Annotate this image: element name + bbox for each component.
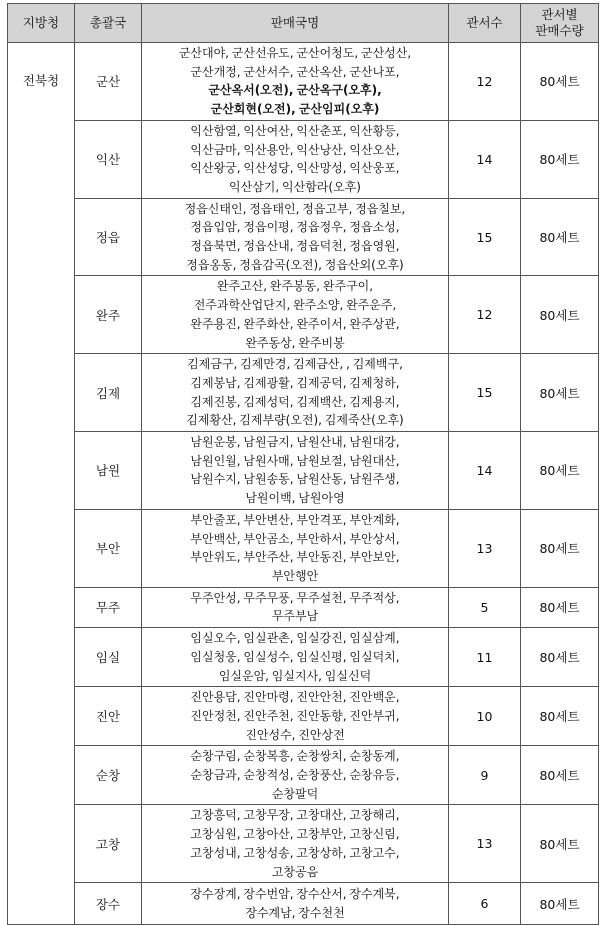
sales-offices-cell (142, 805, 449, 883)
sales-office-line: 군산대야, 군산선유도, 군산어청도, 군산성산, (178, 46, 412, 60)
table-row (8, 628, 599, 687)
sales-office-line: 완주동상, 완주비봉 (245, 335, 345, 350)
table-row (8, 120, 599, 198)
general-office-cell: 임실 (75, 628, 142, 687)
sales-office-line: 남원수지, 남원송동, 남원산동, 남원주생, (190, 472, 400, 487)
office-count-cell: 14 (449, 120, 521, 198)
quantity-cell: 80세트 (521, 587, 599, 627)
table-row (8, 198, 599, 276)
sales-office-line: 고창심원, 고창아산, 고창부안, 고창신림, (190, 827, 400, 842)
sales-offices-cell (142, 276, 449, 354)
sales-office-line: 남원이백, 남원아영 (245, 491, 345, 506)
quantity-cell: 80세트 (521, 687, 599, 746)
sales-office-line: 임실오수, 임실관촌, 임실강진, 임실삼계, (190, 631, 400, 646)
table-row (8, 43, 599, 121)
header-office-count: 관서수 (449, 4, 521, 43)
general-office-cell: 무주 (75, 587, 142, 627)
general-office-cell: 완주 (75, 276, 142, 354)
sales-office-line: 순창구림, 순창복흥, 순창쌍치, 순창동계, (190, 749, 400, 764)
sales-table (7, 3, 599, 925)
sales-office-line: 전주과학산업단지, 완주소양, 완주운주, (193, 298, 397, 313)
general-office-cell: 남원 (75, 432, 142, 510)
sales-offices-cell (142, 432, 449, 510)
sales-office-line: 군산회현(오전), 군산임피(오후) (210, 102, 380, 117)
general-office-cell: 장수 (75, 883, 142, 925)
office-count-cell: 6 (449, 883, 521, 925)
sales-office-line: 익산금마, 익산용안, 익산낭산, 익산오산, (190, 142, 400, 157)
region-cell: 전북청 (8, 43, 75, 925)
office-count-cell: 15 (449, 198, 521, 276)
quantity-cell: 80세트 (521, 805, 599, 883)
sales-office-line: 남원운봉, 남원금지, 남원산내, 남원대강, (190, 435, 400, 450)
quantity-cell: 80세트 (521, 746, 599, 805)
office-count-cell: 13 (449, 509, 521, 587)
sales-office-line: 순창금과, 순창적성, 순창풍산, 순창유등, (190, 768, 400, 783)
sales-office-line: 부안줄포, 부안변산, 부안격포, 부안계화, (190, 512, 400, 527)
general-office-cell: 순창 (75, 746, 142, 805)
header-general-office: 총괄국 (75, 4, 142, 43)
sales-office-line: 임실청웅, 임실성수, 임실신평, 임실덕치, (190, 649, 400, 664)
sales-offices-cell (142, 883, 449, 925)
sales-office-line: 부안백산, 부안곰소, 부안하서, 부안상서, (190, 531, 400, 546)
general-office-cell: 정읍 (75, 198, 142, 276)
sales-office-line: 임실운암, 임실지사, 임실신덕 (218, 668, 372, 683)
sales-offices-cell (142, 687, 449, 746)
header-quantity: 관서별 판매수량 (521, 4, 599, 43)
sales-offices-cell (142, 198, 449, 276)
quantity-cell: 80세트 (521, 198, 599, 276)
sales-office-line: 진안성수, 진안상전 (245, 727, 345, 742)
sales-office-line: 부안행안 (271, 568, 319, 583)
sales-office-line: 군산옥서(오전), 군산옥구(오후), (208, 83, 382, 98)
sales-office-line: 고창성내, 고창성송, 고창상하, 고창고수, (190, 845, 400, 860)
quantity-cell: 80세트 (521, 43, 599, 121)
table-row (8, 687, 599, 746)
office-count-cell: 10 (449, 687, 521, 746)
sales-offices-cell (142, 509, 449, 587)
sales-offices-cell (142, 43, 449, 121)
sales-office-line: 익산함열, 익산여산, 익산춘포, 익산황등, (190, 123, 400, 138)
sales-office-line: 익산왕궁, 익산성당, 익산망성, 익산웅포, (190, 161, 400, 176)
general-office-cell: 익산 (75, 120, 142, 198)
quantity-cell: 80세트 (521, 276, 599, 354)
sales-office-line: 김제황산, 김제부량(오전), 김제죽산(오후) (186, 413, 404, 428)
office-count-cell: 12 (449, 43, 521, 121)
general-office-cell: 김제 (75, 354, 142, 432)
office-count-cell: 5 (449, 587, 521, 627)
sales-office-line: 김제진봉, 김제성덕, 김제백산, 김제용지, (190, 394, 400, 409)
table-row (8, 276, 599, 354)
general-office-cell: 군산 (75, 43, 142, 121)
header-sales-offices: 판매국명 (142, 4, 449, 43)
sales-office-line: 정읍북면, 정읍산내, 정읍덕천, 정읍영원, (190, 239, 400, 254)
sales-office-line: 김제봉남, 김제광활, 김제공덕, 김제청하, (190, 375, 400, 390)
sales-office-line: 완주용진, 완주화산, 완주이서, 완주상관, (190, 316, 400, 331)
sales-office-line: 군산개정, 군산서수, 군산옥산, 군산나포, (190, 64, 400, 79)
sales-office-line: 진안용담, 진안마령, 진안안천, 진안백운, (190, 690, 400, 705)
sales-office-line: 정읍신태인, 정읍태인, 정읍고부, 정읍칠보, (184, 201, 406, 216)
quantity-cell: 80세트 (521, 883, 599, 925)
quantity-cell: 80세트 (521, 432, 599, 510)
sales-offices-cell (142, 628, 449, 687)
table-row (8, 587, 599, 627)
header-region: 지방청 (8, 4, 75, 43)
sales-offices-cell (142, 120, 449, 198)
general-office-cell: 진안 (75, 687, 142, 746)
quantity-cell: 80세트 (521, 628, 599, 687)
sales-offices-cell (142, 746, 449, 805)
sales-office-line: 장수장계, 장수번암, 장수산서, 장수계북, (190, 887, 400, 902)
general-office-cell: 고창 (75, 805, 142, 883)
sales-office-line: 순창팔덕 (271, 786, 319, 801)
sales-office-line: 정읍옹동, 정읍감곡(오전), 정읍산외(오후) (186, 257, 404, 272)
office-count-cell: 15 (449, 354, 521, 432)
sales-office-line: 장수계남, 장수천천 (245, 905, 345, 920)
quantity-cell: 80세트 (521, 354, 599, 432)
sales-office-line: 무주안성, 무주무풍, 무주설천, 무주적상, (190, 590, 400, 605)
table-row (8, 883, 599, 925)
sales-office-line: 부안위도, 부안주산, 부안동진, 부안보안, (190, 550, 400, 565)
sales-office-line: 김제금구, 김제만경, 김제금산, , 김제백구, (187, 357, 403, 372)
table-row (8, 746, 599, 805)
table-row (8, 509, 599, 587)
quantity-cell: 80세트 (521, 120, 599, 198)
office-count-cell: 14 (449, 432, 521, 510)
header-row (8, 4, 599, 43)
table-row (8, 354, 599, 432)
sales-office-line: 고창공음 (271, 864, 319, 879)
office-count-cell: 11 (449, 628, 521, 687)
sales-office-line: 진안정천, 진안주천, 진안동향, 진안부귀, (190, 708, 400, 723)
sales-office-line: 완주고산, 완주봉동, 완주구이, (216, 279, 374, 294)
sales-office-line: 남원인월, 남원사매, 남원보절, 남원대산, (190, 453, 400, 468)
office-count-cell: 13 (449, 805, 521, 883)
office-count-cell: 9 (449, 746, 521, 805)
table-row (8, 432, 599, 510)
sales-office-line: 무주부남 (271, 609, 319, 624)
sales-offices-cell (142, 587, 449, 627)
sales-office-line: 정읍입암, 정읍이평, 정읍정우, 정읍소성, (190, 220, 400, 235)
office-count-cell: 12 (449, 276, 521, 354)
sales-office-line: 고창흥덕, 고창무장, 고창대산, 고창해리, (190, 808, 400, 823)
general-office-cell: 부안 (75, 509, 142, 587)
quantity-cell: 80세트 (521, 509, 599, 587)
sales-offices-cell (142, 354, 449, 432)
table-row (8, 805, 599, 883)
sales-office-line: 익산삼기, 익산함라(오후) (229, 179, 361, 194)
